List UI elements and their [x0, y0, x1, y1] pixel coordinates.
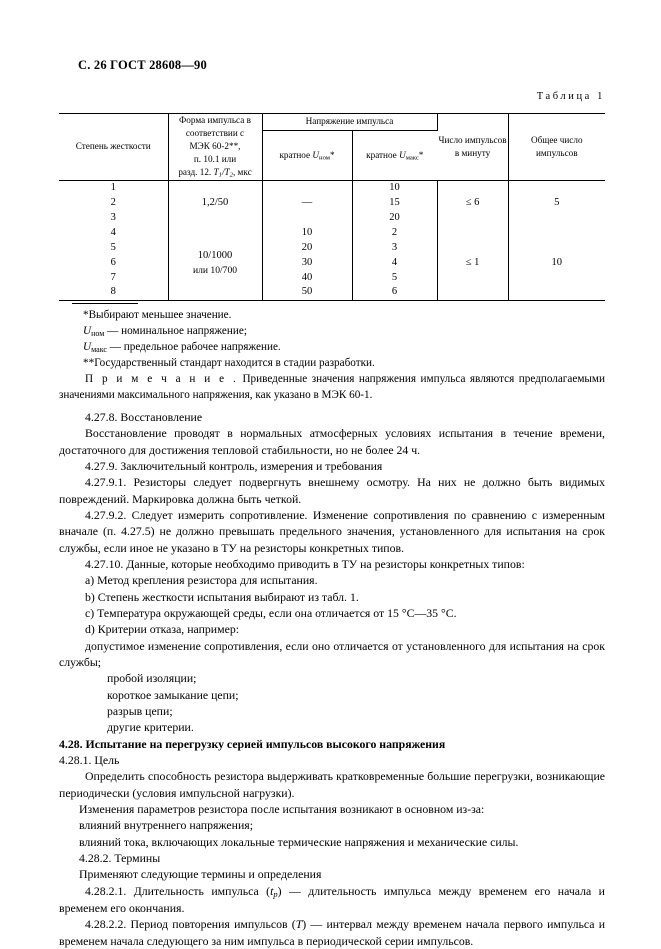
u-max-value: 3: [391, 241, 398, 253]
footnote-u-nom-sub: ном: [91, 328, 105, 338]
u-nom-value: —: [301, 197, 313, 209]
u-max-value: 10: [389, 182, 400, 194]
severity-value: 1: [110, 182, 116, 194]
u-nom-value: 50: [301, 286, 313, 298]
u-max-value: 5: [391, 271, 398, 283]
header-total-l1: Общее число: [530, 134, 583, 145]
header-pulse-form: [168, 114, 262, 181]
list-item-b: [59, 589, 605, 605]
header-total-l2: импульсов: [535, 148, 578, 159]
header-ppm-l2: в минуту: [454, 148, 491, 159]
section-4-28-1-body: [59, 768, 605, 801]
footnote-asterisk: *Выбирают меньшее значение.: [83, 309, 232, 321]
header-u-max-var: U: [399, 150, 406, 161]
section-4-28-2-title-text: 4.28.2. Термины: [79, 850, 161, 865]
header-u-nom-prefix: кратное: [279, 150, 313, 161]
severity-value: 5: [110, 241, 116, 253]
section-4-27-9-1: [59, 474, 605, 507]
severity-table: [59, 113, 605, 301]
cell-u-max-2: [352, 226, 437, 301]
cell-ppm-2: ≤ 1: [437, 226, 508, 301]
u-max-value: 2: [391, 226, 398, 238]
section-4-28-2-body-text: Применяют следующие термины и определения: [79, 867, 322, 882]
footnote-u-nom-var: U: [83, 324, 92, 337]
section-4-28-1-title: [59, 752, 605, 768]
section-4-28-title-text: 4.28. Испытание на перегрузку серией импульсов высокого напряжения: [59, 736, 446, 751]
section-4-27-8-body-text: Восстановление проводят в нормальных атмосферных условиях испытания в течение времени, достаточного для достижения тепловой стабильности, но не более 24 ч.: [59, 426, 605, 457]
section-4-27-8-body: [59, 425, 605, 458]
table-header-row-1: [59, 114, 605, 131]
section-4-28-2-title: [59, 850, 605, 866]
u-max-value: 20: [389, 211, 400, 223]
criteria-item-4-text: другие критерии.: [107, 720, 194, 735]
header-mks-unit: , мкс: [232, 167, 252, 178]
u-nom-value: 30: [301, 256, 313, 268]
header-u-max-star: *: [418, 150, 424, 161]
section-4-28-2-1: [59, 883, 605, 917]
header-pulse-form-l5: [169, 166, 262, 180]
cell-total-2: 10: [508, 226, 605, 301]
section-4-27-9-1-text: 4.27.9.1. Резисторы следует подвергнуть внешнему осмотру. На них не должно быть видимых повреждений. Маркировка должна быть четкой.: [59, 475, 605, 506]
u-nom-value: 10: [301, 226, 313, 238]
criteria-item-4: [59, 719, 605, 735]
section-4-27-9-2-text: 4.27.9.2. Следует измерить сопротивление. Изменение сопротивления по сравнению с измеренным вначале (п. 4.27.5) не должно превышать предельного значения, установленного для испытания на срок службы, если иное не указано в ТУ на резисторы конкретных типов.: [59, 507, 605, 555]
table-caption: Таблица 1: [536, 91, 605, 102]
header-pulse-form-l4: п. 10.1 или: [193, 154, 237, 165]
cell-u-nom-1: [262, 181, 352, 226]
pulse-duration-sub: p: [273, 888, 278, 899]
footnote-u-max-var: U: [83, 340, 92, 353]
criteria-item-1-text: пробой изоляции;: [107, 671, 197, 686]
criteria-item-1: [59, 670, 605, 686]
section-4-28-2-2-prefix: 4.28.2.2. Период повторения импульсов (: [85, 917, 296, 932]
footnote-u-nom-text: — номинальное напряжение;: [104, 324, 247, 337]
section-4-28-2-2-suffix: ) — интервал между временем начала первого импульса и временем начала следующего за ним импульса в периодической серии импульсов.: [59, 917, 606, 948]
body-text: [59, 409, 605, 949]
header-u-nom-star: *: [329, 150, 335, 161]
severity-value: 2: [110, 197, 116, 209]
footnote-u-max: [83, 340, 603, 356]
section-4-27-10: [59, 556, 605, 572]
header-u-max-prefix: кратное: [366, 150, 400, 161]
pulse-form-value-alt: или 10/700: [192, 264, 238, 276]
pulse-form-value: 1,2/50: [201, 197, 229, 209]
header-severity: Степень жесткости: [59, 114, 168, 181]
section-4-28-2-body: [59, 866, 605, 882]
criteria-intro: [59, 638, 605, 671]
note-text: Приведенные значения напряжения импульса являются предполагаемыми значениями максимального напряжения, как указано в МЭК 60-1.: [59, 373, 605, 401]
table-row: [59, 226, 605, 301]
u-max-value: 6: [391, 286, 398, 298]
header-t1-var: T: [213, 167, 219, 178]
header-pulses-per-minute: [437, 114, 508, 181]
criteria-item-3: [59, 703, 605, 719]
header-pulse-form-l3: МЭК 60-2**,: [189, 141, 241, 152]
criteria-item-2: [59, 687, 605, 703]
header-ppm-l1: Число импульсов: [438, 134, 507, 145]
severity-value: 4: [110, 226, 116, 238]
table-note: [59, 372, 605, 403]
cause-item-2-text: влияний тока, включающих локальные термические напряжения и механические силы.: [79, 834, 519, 849]
section-4-28-1-body2: [59, 801, 605, 817]
section-4-28-title: [59, 736, 605, 752]
header-pulse-form-l2: соответствии с: [185, 128, 245, 139]
list-item-c: [59, 605, 605, 621]
cell-pulse-form-1: [168, 181, 262, 226]
header-u-max: [352, 131, 437, 181]
criteria-item-2-text: короткое замыкание цепи;: [107, 687, 239, 702]
section-4-28-2-2: [59, 916, 605, 949]
cause-item-2: [59, 834, 605, 850]
header-u-nom-var: U: [312, 150, 320, 161]
section-4-27-10-text: 4.27.10. Данные, которые необходимо приводить в ТУ на резисторы конкретных типов:: [85, 556, 525, 571]
cell-u-nom-2: [262, 226, 352, 301]
cause-item-1: [59, 817, 605, 833]
pulse-form-value: 10/1000: [197, 249, 233, 261]
table-row: [59, 181, 605, 226]
footnote-separator-rule: [72, 303, 138, 304]
footnote-u-nom: [83, 324, 603, 340]
page-header: С. 26 ГОСТ 28608—90: [78, 58, 207, 72]
header-u-nom: [262, 131, 352, 181]
u-max-value: 4: [391, 256, 398, 268]
section-4-27-8-title: [59, 409, 605, 425]
section-4-28-2-1-suffix: ) — длительность импульса между временем его начала и временем его окончания.: [59, 883, 605, 916]
cell-total-1: 5: [508, 181, 605, 226]
section-4-28-1-body2-text: Изменения параметров резистора после испытания возникают в основном из-за:: [79, 801, 485, 816]
section-4-27-8-title-text: 4.27.8. Восстановление: [85, 410, 203, 424]
table-footnotes: [83, 308, 603, 372]
header-t2-sub: 2: [229, 171, 233, 179]
header-voltage-group: Напряжение импульса: [262, 114, 437, 131]
footnote-u-max-sub: макс: [91, 344, 107, 354]
header-u-nom-sub: ном: [319, 154, 330, 162]
severity-value: 7: [110, 271, 116, 283]
section-4-28-1-title-text: 4.28.1. Цель: [59, 752, 120, 767]
severity-value: 8: [110, 286, 116, 298]
section-4-27-9-2: [59, 507, 605, 556]
cell-severity-group-1: [59, 181, 168, 226]
list-item-c-text: c) Температура окружающей среды, если она отличается от 15 °C—35 °C.: [85, 605, 457, 620]
severity-value: 6: [110, 256, 116, 268]
footnote-double-asterisk: **Государственный стандарт находится в стадии разработки.: [83, 356, 375, 369]
u-nom-value: 20: [301, 241, 313, 253]
header-total-pulses: [508, 114, 605, 181]
cause-item-1-text: влияний внутреннего напряжения;: [79, 818, 253, 833]
list-item-a-text: a) Метод крепления резистора для испытания.: [85, 573, 318, 588]
list-item-d-text: d) Критерии отказа, например:: [85, 622, 239, 637]
u-nom-value: 40: [301, 271, 313, 283]
header-pulse-form-l5a: разд. 12.: [178, 167, 212, 178]
cell-u-max-1: [352, 181, 437, 226]
u-max-value: 15: [389, 197, 400, 209]
header-t1-sub: 1: [218, 171, 222, 179]
note-label: П р и м е ч а н и е .: [85, 373, 238, 385]
cell-ppm-1: ≤ 6: [437, 181, 508, 226]
header-u-max-sub: макс: [405, 154, 419, 162]
header-pulse-form-l1: Форма импульса в: [179, 115, 251, 125]
footnote-u-max-text: — предельное рабочее напряжение.: [106, 340, 281, 353]
cell-pulse-form-2: [168, 226, 262, 301]
list-item-b-text: b) Степень жесткости испытания выбирают из табл. 1.: [85, 589, 359, 604]
header-t2-var: /T: [221, 167, 230, 178]
pulse-duration-var: t: [270, 883, 274, 898]
list-item-a: [59, 572, 605, 588]
criteria-intro-text: допустимое изменение сопротивления, если оно отличается от установленного для испытания на срок службы;: [59, 638, 605, 669]
section-4-27-9-title: [59, 458, 605, 474]
pulse-period-var: T: [295, 917, 303, 932]
list-item-d: [59, 621, 605, 637]
section-4-28-2-1-prefix: 4.28.2.1. Длительность импульса (: [85, 883, 271, 898]
severity-value: 3: [110, 211, 116, 223]
section-4-28-1-body-text: Определить способность резистора выдерживать кратковременные большие перегрузки, возникающие периодически (условия импульсной нагрузки).: [59, 769, 605, 800]
criteria-item-3-text: разрыв цепи;: [107, 703, 173, 718]
cell-severity-group-2: [59, 226, 168, 301]
section-4-27-9-title-text: 4.27.9. Заключительный контроль, измерения и требования: [85, 458, 383, 473]
